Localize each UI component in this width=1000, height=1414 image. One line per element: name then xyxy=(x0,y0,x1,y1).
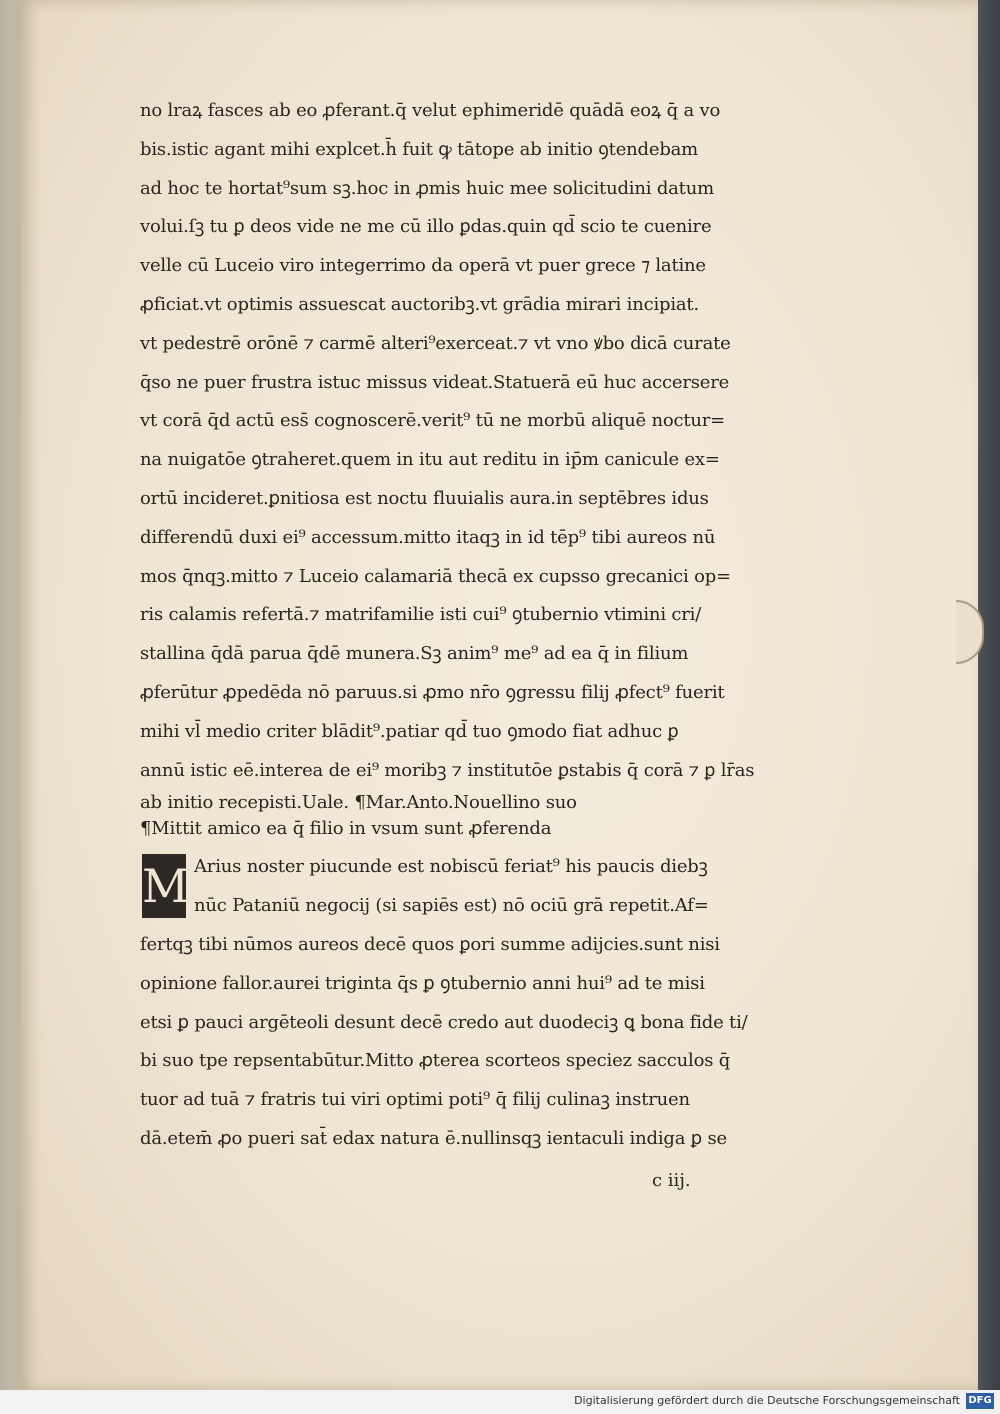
text-line: ris calamis refertā.⁊ matrifamilie isti cui⁹ ꝯtubernio vtimini cri/ xyxy=(140,604,702,626)
text-line: no lraꝝ fasces ab eo ꝓferant.q̄ velut ephimeridē quādā eoꝝ q̄ a vo xyxy=(140,100,721,121)
signature-mark: c iij. xyxy=(652,1170,691,1191)
text-line: ad hoc te hortat⁹sum sꝫ.hoc in ꝓmis huic mee solicitudini datum xyxy=(140,177,714,199)
text-line: na nuigatōe ꝯtraheret.quem in itu aut reditu in ip̄m canicule ex= xyxy=(140,449,720,471)
text-line: velle cū Luceio viro integerrimo da operā vt puer grece ⁊ latine xyxy=(140,255,706,277)
text-line: annū istic eē.interea de ei⁹ moribꝫ ⁊ institutōe ꝑstabis q̄ corā ⁊ ꝑ lr̄as xyxy=(140,759,755,781)
text-line: bi suo tpe repsentabūtur.Mitto ꝓterea scorteos speciez sacculos q̄ xyxy=(140,1050,731,1072)
text-line: ꝓficiat.vt optimis assuescat auctoribꝫ.vt grādia mirari incipiat. xyxy=(140,293,699,315)
page-text xyxy=(140,92,780,1159)
drop-capital: M xyxy=(142,854,186,918)
footer-bar xyxy=(0,1390,1000,1414)
text-line: etsi ꝑ pauci argēteoli desunt decē credo aut duodeciꝫ ꝗ bona fide ti/ xyxy=(140,1011,748,1033)
funding-notice: Digitalisierung gefördert durch die Deutsche Forschungsgemeinschaft xyxy=(574,1394,960,1407)
text-line: tuor ad tuā ⁊ fratris tui viri optimi poti⁹ q̄ filij culinaꝫ instruen xyxy=(140,1089,690,1111)
text-line: stallina q̄dā parua q̄dē munera.Sꝫ anim⁹ me⁹ ad ea q̄ in filium xyxy=(140,643,689,665)
text-line: mihi vl̄ medio criter blādit⁹.patiar qd̄ tuo ꝯmodo fiat adhuc ꝑ xyxy=(140,720,679,742)
text-line: ortū incideret.ꝑnitiosa est noctu fluuialis aura.in septēbres idus xyxy=(140,487,709,509)
text-line: ꝓferūtur ꝓpedēda nō paruus.si ꝓmo nr̄o ꝯgressu filij ꝓfect⁹ fuerit xyxy=(140,681,725,703)
text-line: volui.ſꝫ tu ꝑ deos vide ne me cū illo ꝑdas.quin qd̄ scio te cuenire xyxy=(140,216,712,238)
dfg-logo-icon: DFG xyxy=(966,1393,994,1409)
text-line: q̄so ne puer frustra istuc missus videat.Statuerā eū huc accersere xyxy=(140,371,730,393)
text-line: dā.etem̄ ꝓo pueri sat̄ edax natura ē.nullinsqꝫ ientaculi indiga ꝑ se xyxy=(140,1127,727,1149)
text-line: differendū duxi ei⁹ accessum.mitto itaqꝫ in id tēp⁹ tibi aureos nū xyxy=(140,526,716,548)
text-line: ab initio recepisti.Uale. ¶Mar.Anto.Nouellino suo xyxy=(140,792,577,814)
text-line: opinione fallor.aurei triginta q̄s ꝑ ꝯtubernio anni hui⁹ ad te misi xyxy=(140,972,705,994)
text-line: mos q̄nqꝫ.mitto ⁊ Luceio calamariā thecā ex cupsso grecanici op= xyxy=(140,565,731,587)
text-line: Arius noster piucunde est nobiscū feriat⁹ his paucis diebꝫ xyxy=(194,856,708,878)
text-line: fertqꝫ tibi nūmos aureos decē quos ꝑori summe adijcies.sunt nisi xyxy=(140,933,720,955)
letter-heading: ¶Mittit amico ea q̄ filio in vsum sunt ꝓferenda xyxy=(140,818,552,840)
text-line: vt corā q̄d actū ess̄ cognoscerē.verit⁹ tū ne morbū aliquē noctur= xyxy=(140,410,726,432)
text-line: vt pedestrē orōnē ⁊ carmē alteri⁹exerceat.⁊ vt vno ꝟbo dicā curate xyxy=(140,332,731,354)
text-line: bis.istic agant mihi explcet.h̄ fuit ꝙ tātope ab initio ꝯtendebam xyxy=(140,138,699,160)
letter-body xyxy=(140,848,780,1158)
text-line: nūc Pataniū negocij (si sapiēs est) nō ociū grā repetit.Af= xyxy=(194,895,709,917)
